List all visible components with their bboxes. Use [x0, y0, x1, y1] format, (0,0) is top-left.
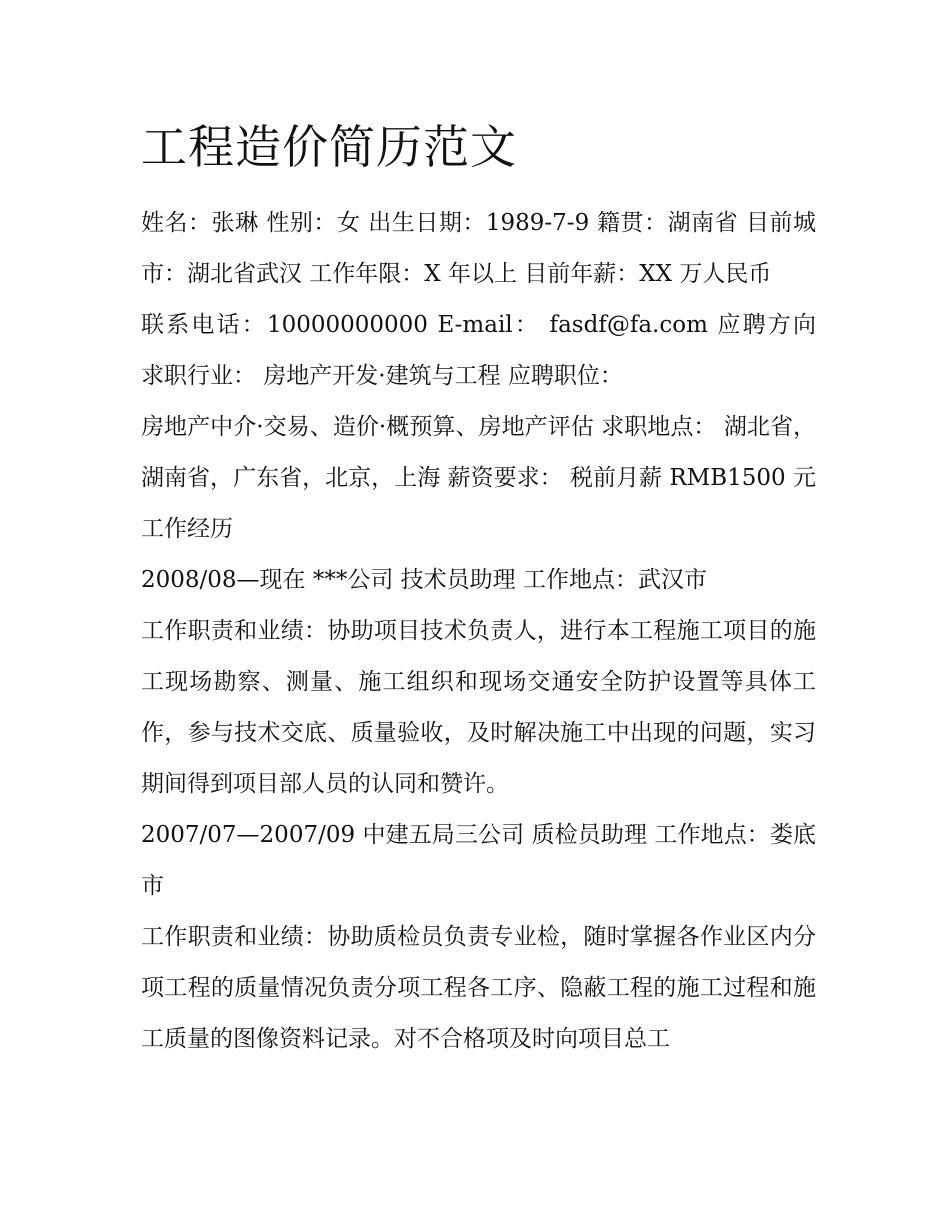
paragraph-contact-info: 联系电话：10000000000 E-mail： fasdf@fa.com 应聘方向 求职行业： 房地产开发·建筑与工程 应聘职位： [141, 312, 816, 389]
paragraph-job-intent: 房地产中介·交易、造价·概预算、房地产评估 求职地点： 湖北省，湖南省，广东省，北京，上海 薪资要求： 税前月薪 RMB1500 元 工作经历 [141, 414, 816, 542]
paragraph-experience-1-duties: 工作职责和业绩：协助项目技术负责人，进行本工程施工项目的施工现场勘察、测量、施工组织和现场交通安全防护设置等具体工作，参与技术交底、质量验收，及时解决施工中出现的问题，实习期间得到项目部人员的认同和赞许。 [141, 618, 816, 797]
paragraph-experience-2-duties: 工作职责和业绩：协助质检员负责专业检，随时掌握各作业区内分项工程的质量情况负责分项工程各工序、隐蔽工程的施工过程和施工质量的图像资料记录。对不合格项及时向项目总工 [141, 924, 816, 1052]
paragraph-experience-1-header: 2008/08—现在 ***公司 技术员助理 工作地点：武汉市 [141, 567, 707, 593]
document-title: 工程造价简历范文 [141, 120, 517, 174]
paragraph-experience-2-header: 2007/07—2007/09 中建五局三公司 质检员助理 工作地点：娄底市 [141, 822, 816, 899]
paragraph-personal-info: 姓名：张琳 性别：女 出生日期：1989-7-9 籍贯：湖南省 目前城市：湖北省武汉 工作年限：X 年以上 目前年薪：XX 万人民币 [141, 210, 816, 287]
document-page [141, 118, 816, 1065]
